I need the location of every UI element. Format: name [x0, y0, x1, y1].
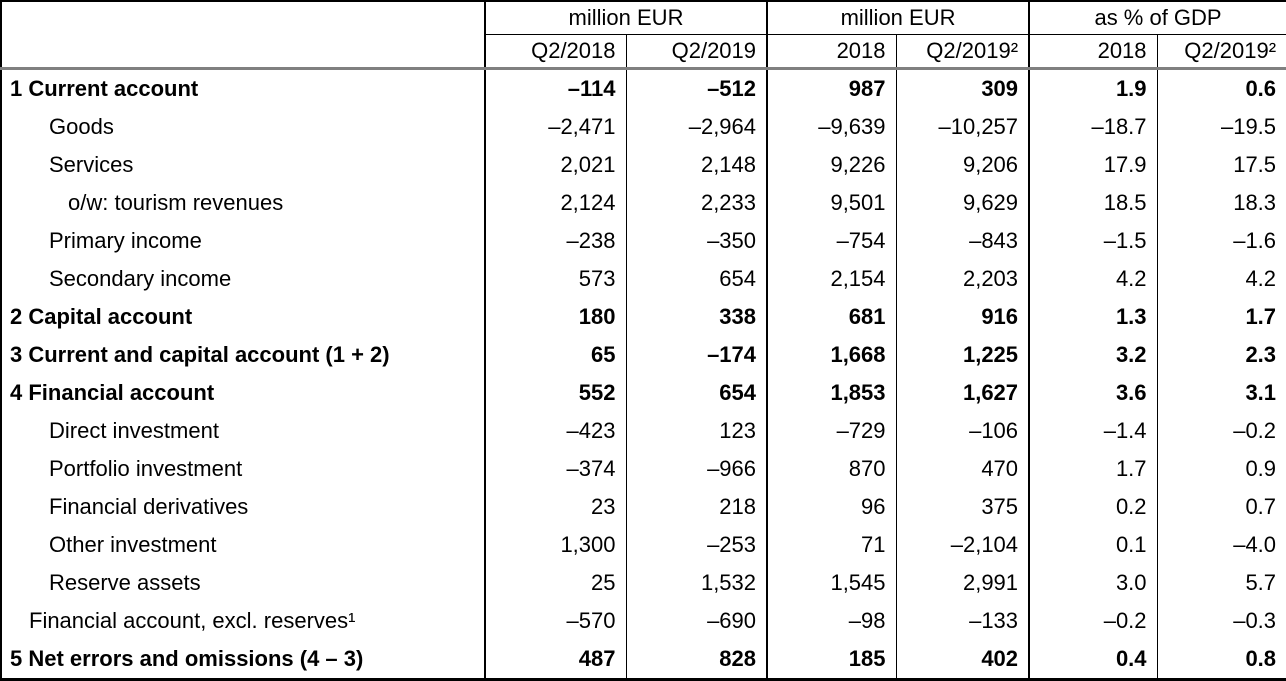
cell-value: 2,991 [896, 564, 1029, 602]
cell-value: 309 [896, 69, 1029, 109]
table-row [1, 184, 1286, 222]
table-row [1, 146, 1286, 184]
cell-value: 402 [896, 640, 1029, 680]
cell-value: 2,233 [626, 184, 767, 222]
cell-value: –512 [626, 69, 767, 109]
column-header-q2-2019: Q2/2019 [626, 35, 767, 69]
cell-value: –9,639 [767, 108, 896, 146]
table-row [1, 222, 1286, 260]
cell-value: 1,300 [485, 526, 626, 564]
table-row [1, 374, 1286, 412]
column-group-label-million-eur-quarterly: million EUR [485, 1, 767, 35]
cell-value: –423 [485, 412, 626, 450]
cell-value: 5.7 [1157, 564, 1286, 602]
cell-value: 25 [485, 564, 626, 602]
table-row [1, 526, 1286, 564]
cell-value: 1.3 [1029, 298, 1157, 336]
column-header-q2-2019-pct: Q2/2019² [1157, 35, 1286, 69]
row-label: 5 Net errors and omissions (4 – 3) [10, 646, 364, 671]
cell-value: 1,532 [626, 564, 767, 602]
cell-value: –133 [896, 602, 1029, 640]
cell-value: 1,668 [767, 336, 896, 374]
cell-value: –2,104 [896, 526, 1029, 564]
table-row [1, 298, 1286, 336]
cell-value: –10,257 [896, 108, 1029, 146]
cell-value: –729 [767, 412, 896, 450]
row-label: 1 Current account [10, 76, 199, 101]
table-row [1, 412, 1286, 450]
cell-value: –174 [626, 336, 767, 374]
cell-value: 0.6 [1157, 69, 1286, 109]
cell-value: 1,853 [767, 374, 896, 412]
table-row [1, 69, 1286, 109]
cell-value: –0.3 [1157, 602, 1286, 640]
cell-value: 0.8 [1157, 640, 1286, 680]
cell-value: 654 [626, 260, 767, 298]
cell-value: 1.7 [1029, 450, 1157, 488]
cell-value: 185 [767, 640, 896, 680]
cell-value: –374 [485, 450, 626, 488]
cell-value: 3.0 [1029, 564, 1157, 602]
cell-value: 1,225 [896, 336, 1029, 374]
column-header-q2-2018: Q2/2018 [485, 35, 626, 69]
row-label: Services [49, 152, 134, 177]
row-label: 3 Current and capital account (1 + 2) [10, 342, 390, 367]
column-group-label-percent-gdp: as % of GDP [1029, 1, 1286, 35]
row-label: o/w: tourism revenues [68, 190, 284, 215]
cell-value: –19.5 [1157, 108, 1286, 146]
cell-value: 681 [767, 298, 896, 336]
cell-value: –114 [485, 69, 626, 109]
cell-value: –98 [767, 602, 896, 640]
row-label: Other investment [49, 532, 217, 557]
column-header-2018: 2018 [767, 35, 896, 69]
cell-value: 2,124 [485, 184, 626, 222]
row-label: Portfolio investment [49, 456, 243, 481]
cell-value: –570 [485, 602, 626, 640]
cell-value: 375 [896, 488, 1029, 526]
cell-value: 2,154 [767, 260, 896, 298]
cell-value: 18.5 [1029, 184, 1157, 222]
cell-value: 9,501 [767, 184, 896, 222]
table-row [1, 336, 1286, 374]
row-label: Secondary income [49, 266, 232, 291]
table-row [1, 640, 1286, 680]
cell-value: 2,021 [485, 146, 626, 184]
cell-value: 180 [485, 298, 626, 336]
cell-value: –4.0 [1157, 526, 1286, 564]
cell-value: 3.2 [1029, 336, 1157, 374]
column-group-header-row [1, 1, 1286, 35]
cell-value: 0.1 [1029, 526, 1157, 564]
cell-value: 4.2 [1029, 260, 1157, 298]
row-label: 2 Capital account [10, 304, 193, 329]
cell-value: 0.9 [1157, 450, 1286, 488]
table-row [1, 564, 1286, 602]
cell-value: 9,226 [767, 146, 896, 184]
corner-cell [1, 1, 485, 69]
cell-value: 870 [767, 450, 896, 488]
row-label: Primary income [49, 228, 202, 253]
table-row [1, 488, 1286, 526]
cell-value: –350 [626, 222, 767, 260]
cell-value: 1,545 [767, 564, 896, 602]
cell-value: –18.7 [1029, 108, 1157, 146]
cell-value: –1.5 [1029, 222, 1157, 260]
cell-value: 17.5 [1157, 146, 1286, 184]
cell-value: –253 [626, 526, 767, 564]
cell-value: 9,206 [896, 146, 1029, 184]
cell-value: 18.3 [1157, 184, 1286, 222]
cell-value: 71 [767, 526, 896, 564]
cell-value: –2,964 [626, 108, 767, 146]
cell-value: –843 [896, 222, 1029, 260]
cell-value: 2,148 [626, 146, 767, 184]
cell-value: 1,627 [896, 374, 1029, 412]
cell-value: 17.9 [1029, 146, 1157, 184]
cell-value: –238 [485, 222, 626, 260]
row-label: Reserve assets [49, 570, 201, 595]
cell-value: 3.6 [1029, 374, 1157, 412]
cell-value: 1.9 [1029, 69, 1157, 109]
cell-value: 828 [626, 640, 767, 680]
row-label: Financial derivatives [49, 494, 249, 519]
column-header-q2-2019-ytd: Q2/2019² [896, 35, 1029, 69]
cell-value: 654 [626, 374, 767, 412]
cell-value: 916 [896, 298, 1029, 336]
cell-value: 987 [767, 69, 896, 109]
cell-value: –106 [896, 412, 1029, 450]
table-row [1, 602, 1286, 640]
column-header-2018-pct: 2018 [1029, 35, 1157, 69]
cell-value: 552 [485, 374, 626, 412]
cell-value: 3.1 [1157, 374, 1286, 412]
row-label: Direct investment [49, 418, 219, 443]
table-row [1, 108, 1286, 146]
cell-value: –0.2 [1029, 602, 1157, 640]
row-label: 4 Financial account [10, 380, 215, 405]
cell-value: 573 [485, 260, 626, 298]
cell-value: –966 [626, 450, 767, 488]
cell-value: 123 [626, 412, 767, 450]
row-label: Goods [49, 114, 114, 139]
cell-value: 23 [485, 488, 626, 526]
cell-value: 2,203 [896, 260, 1029, 298]
cell-value: 0.2 [1029, 488, 1157, 526]
cell-value: –2,471 [485, 108, 626, 146]
table-row [1, 450, 1286, 488]
cell-value: 218 [626, 488, 767, 526]
cell-value: 65 [485, 336, 626, 374]
cell-value: –0.2 [1157, 412, 1286, 450]
cell-value: 1.7 [1157, 298, 1286, 336]
cell-value: 470 [896, 450, 1029, 488]
cell-value: 9,629 [896, 184, 1029, 222]
cell-value: 2.3 [1157, 336, 1286, 374]
cell-value: –1.4 [1029, 412, 1157, 450]
table-body [1, 69, 1286, 680]
cell-value: 96 [767, 488, 896, 526]
row-label: Financial account, excl. reserves¹ [29, 608, 356, 633]
cell-value: 4.2 [1157, 260, 1286, 298]
cell-value: 338 [626, 298, 767, 336]
cell-value: –1.6 [1157, 222, 1286, 260]
table-row [1, 260, 1286, 298]
cell-value: –690 [626, 602, 767, 640]
cell-value: 0.7 [1157, 488, 1286, 526]
cell-value: 0.4 [1029, 640, 1157, 680]
cell-value: –754 [767, 222, 896, 260]
cell-value: 487 [485, 640, 626, 680]
column-group-label-million-eur-cumulative: million EUR [767, 1, 1029, 35]
